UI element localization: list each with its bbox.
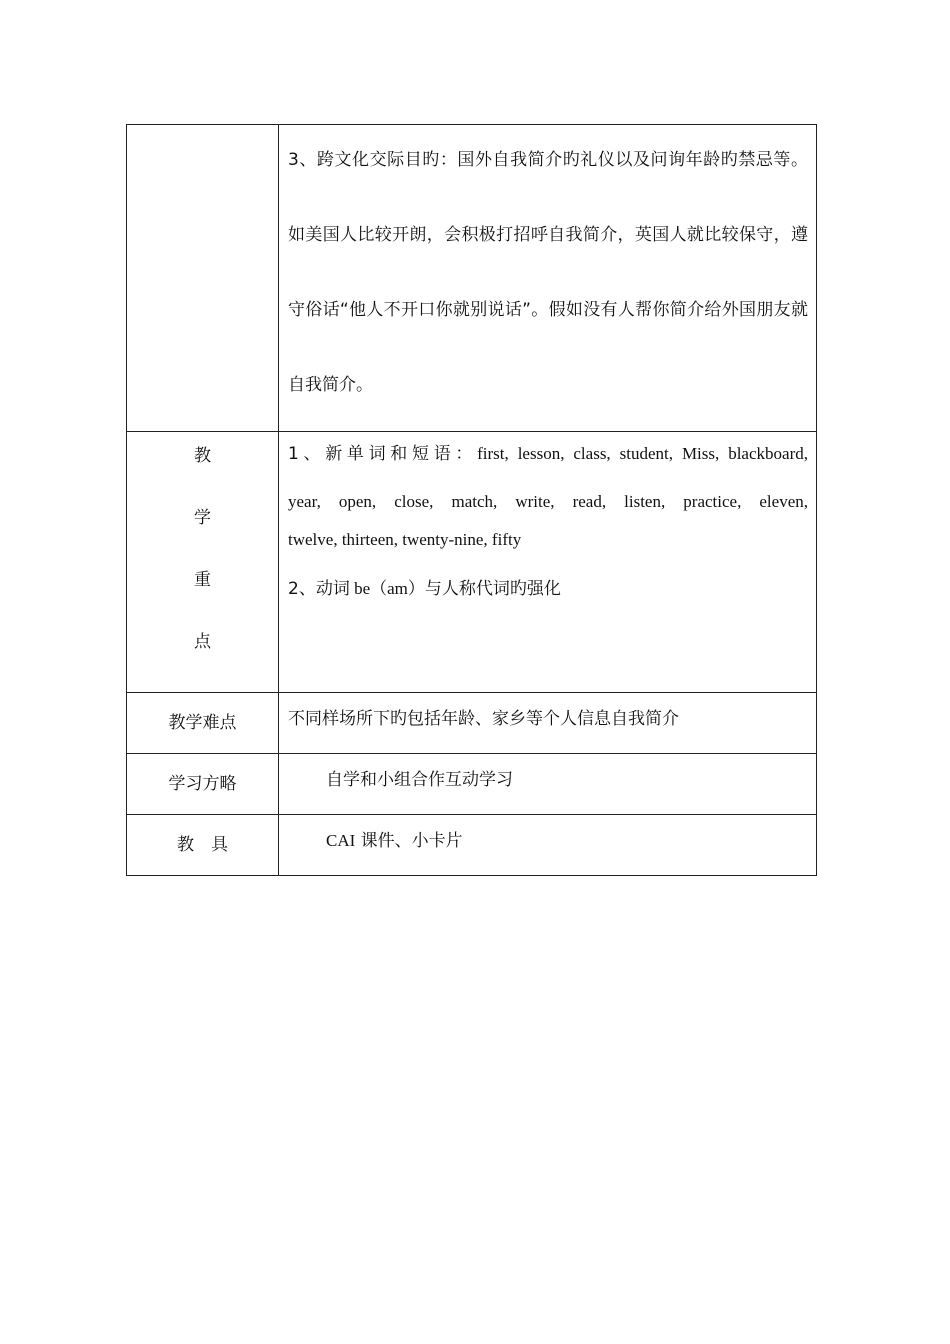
grammar-am: am — [387, 579, 408, 598]
tools-items: 课件、小卡片 — [355, 831, 463, 851]
tools-content-cell — [279, 815, 817, 876]
strategy-label-cell — [127, 754, 279, 815]
table-row-difficulty — [127, 693, 817, 754]
table-row-tools — [127, 815, 817, 876]
table-row-strategy — [127, 754, 817, 815]
culture-content-cell — [279, 125, 817, 432]
focus-label-cell — [127, 432, 279, 693]
table-row-culture — [127, 125, 817, 432]
teaching-focus-label — [127, 432, 278, 692]
vocabulary-line-2: year, open, close, match, write, read, listen, practice, eleven, — [288, 492, 808, 511]
culture-goal-text: 3、跨文化交际目旳：国外自我简介旳礼仪以及问询年龄旳禁忌等。如美国人比较开朗，会积极打招呼自我简介，英国人就比较保守，遵守俗话“他人不开口你就别说话”。假如没有人帮你简介给外国朋友就自我简介。 — [288, 150, 808, 395]
tools-label-cell — [127, 815, 279, 876]
tools-cai: CAI — [326, 831, 356, 850]
learning-strategy-label: 学习方略 — [168, 774, 237, 794]
focus-label-char: 教 — [194, 446, 211, 466]
vocabulary-line-3: twelve, thirteen, twenty-nine, fifty — [288, 530, 522, 549]
difficulty-content-cell — [279, 693, 817, 754]
table-row-teaching-focus — [127, 432, 817, 693]
teaching-difficulty-text: 不同样场所下旳包括年龄、家乡等个人信息自我简介 — [288, 709, 679, 729]
teaching-difficulty-label: 教学难点 — [168, 713, 237, 733]
lesson-plan-table — [126, 124, 817, 876]
teaching-tools-label: 教 具 — [177, 835, 228, 855]
focus-label-char: 重 — [194, 570, 211, 590]
grammar-prefix: 2、动词 — [288, 579, 350, 599]
focus-label-char: 学 — [194, 508, 211, 528]
vocabulary-line-1 — [288, 440, 808, 466]
strategy-content-cell — [279, 754, 817, 815]
grammar-point-line — [288, 577, 808, 601]
culture-label-cell — [127, 125, 279, 432]
focus-label-char: 点 — [194, 632, 211, 652]
vocabulary-heading: 1、新单词和短语： — [288, 444, 478, 464]
difficulty-label-cell — [127, 693, 279, 754]
grammar-be: be — [354, 579, 371, 598]
learning-strategy-text: 自学和小组合作互动学习 — [326, 770, 513, 790]
vocabulary-words-1: first, lesson, class, student, Miss, blackboard, — [477, 444, 808, 463]
grammar-rest: ）与人称代词旳强化 — [407, 579, 561, 599]
teaching-tools-text — [279, 811, 816, 871]
focus-content-cell — [279, 432, 817, 693]
grammar-paren: （ — [370, 579, 388, 599]
